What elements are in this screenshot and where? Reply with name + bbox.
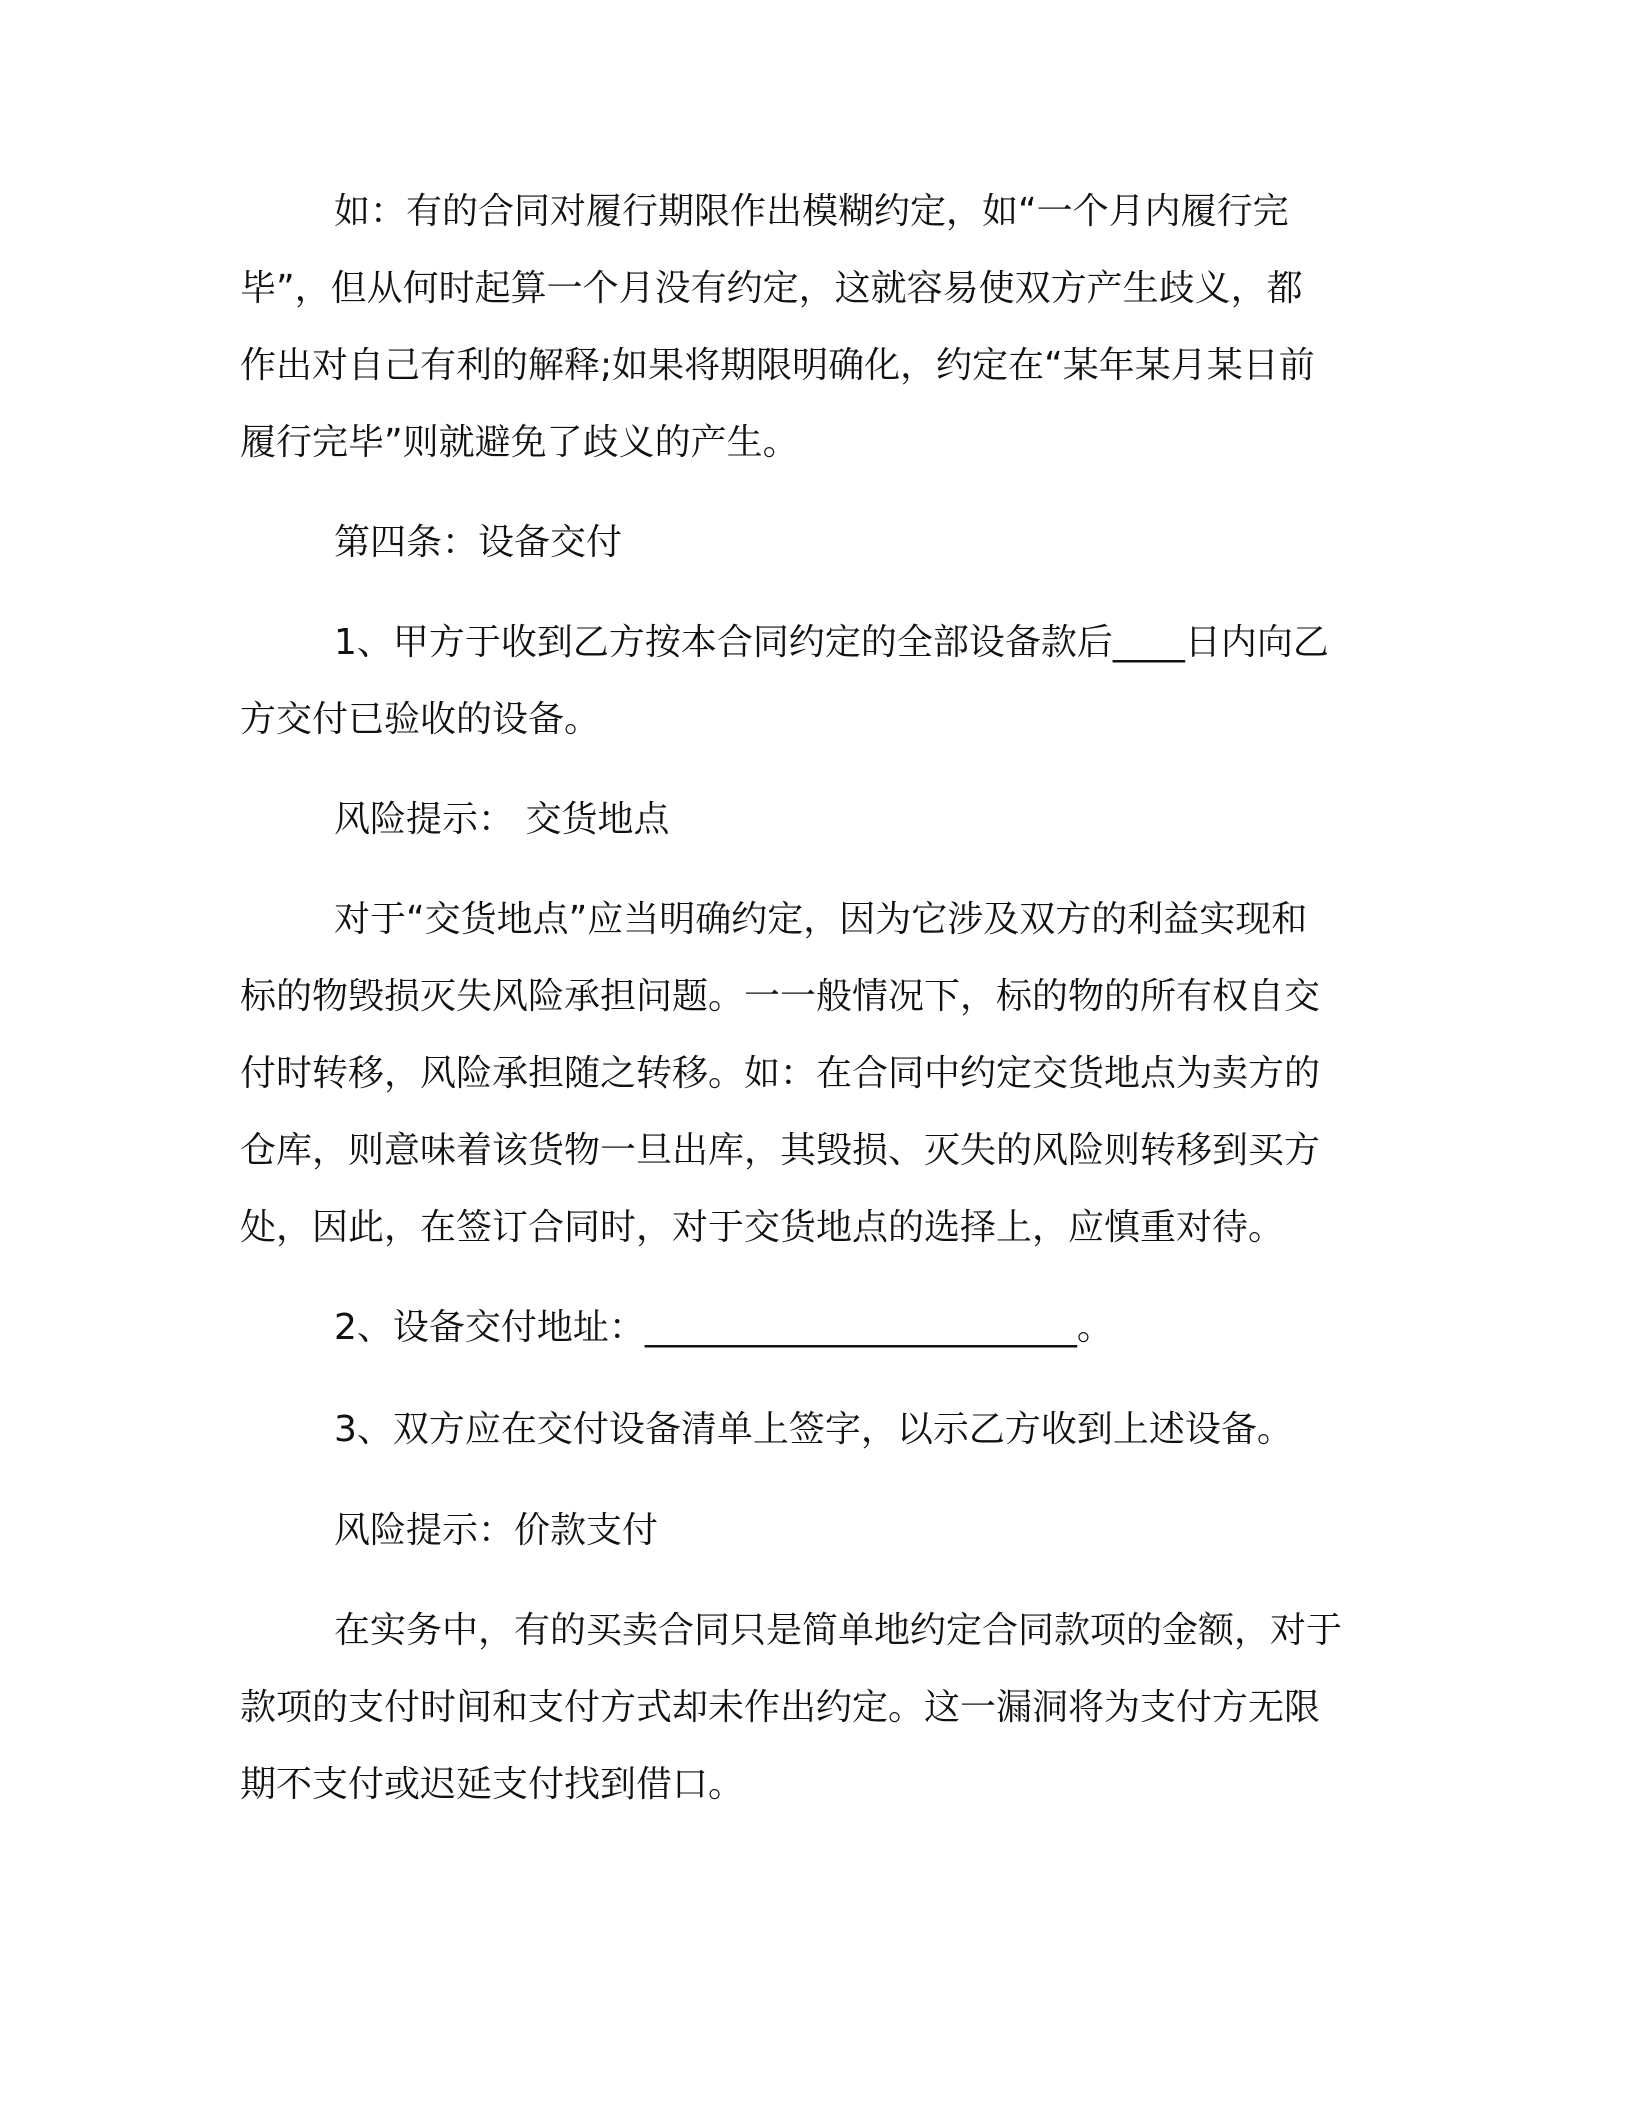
paragraph-delivery-place	[240, 900, 1376, 1248]
text-line: 款项的支付时间和支付方式却未作出约定。这一漏洞将为支付方无限	[240, 1687, 1321, 1728]
article-4-heading	[240, 523, 1376, 563]
text-line: 在实务中，有的买卖合同只是简单地约定合同款项的金额，对于	[334, 1610, 1343, 1651]
clause-1-delivery	[240, 623, 1376, 740]
text-line: 期不支付或迟延支付找到借口。	[240, 1764, 745, 1805]
text-line: 作出对自己有利的解释;如果将期限明确化，约定在“某年某月某日前	[240, 345, 1315, 386]
text-line: 对于“交货地点”应当明确约定，因为它涉及双方的利益实现和	[334, 899, 1308, 940]
clause-2-delivery-address	[240, 1308, 1376, 1348]
paragraph-term-ambiguity-example	[240, 192, 1376, 463]
text-line: 如：有的合同对履行期限作出模糊约定，如“一个月内履行完	[334, 191, 1289, 232]
text-line: 处，因此，在签订合同时，对于交货地点的选择上，应慎重对待。	[240, 1207, 1285, 1248]
text-line: 方交付已验收的设备。	[240, 699, 601, 740]
text-line: 履行完毕”则就避免了歧义的产生。	[240, 422, 799, 463]
risk-note-heading-delivery-place	[240, 800, 1376, 840]
text-line: 第四条：设备交付	[334, 522, 623, 563]
text-line: 2、设备交付地址：________________________。	[334, 1307, 1113, 1348]
paragraph-payment	[240, 1611, 1376, 1805]
text-line: 毕”，但从何时起算一个月没有约定，这就容易使双方产生歧义，都	[240, 268, 1303, 309]
text-line: 1、甲方于收到乙方按本合同约定的全部设备款后____日内向乙	[334, 622, 1329, 663]
text-line: 3、双方应在交付设备清单上签字，以示乙方收到上述设备。	[334, 1409, 1293, 1450]
text-line: 付时转移，风险承担随之转移。如：在合同中约定交货地点为卖方的	[240, 1053, 1321, 1094]
risk-note-heading-payment	[240, 1511, 1376, 1551]
text-line: 风险提示：价款支付	[334, 1510, 659, 1551]
text-line: 风险提示： 交货地点	[334, 799, 670, 840]
document-body	[240, 192, 1376, 1805]
clause-3-sign-list	[240, 1410, 1376, 1450]
text-line: 仓库，则意味着该货物一旦出库，其毁损、灭失的风险则转移到买方	[240, 1130, 1321, 1171]
text-line: 标的物毁损灭失风险承担问题。一一般情况下，标的物的所有权自交	[240, 976, 1321, 1017]
